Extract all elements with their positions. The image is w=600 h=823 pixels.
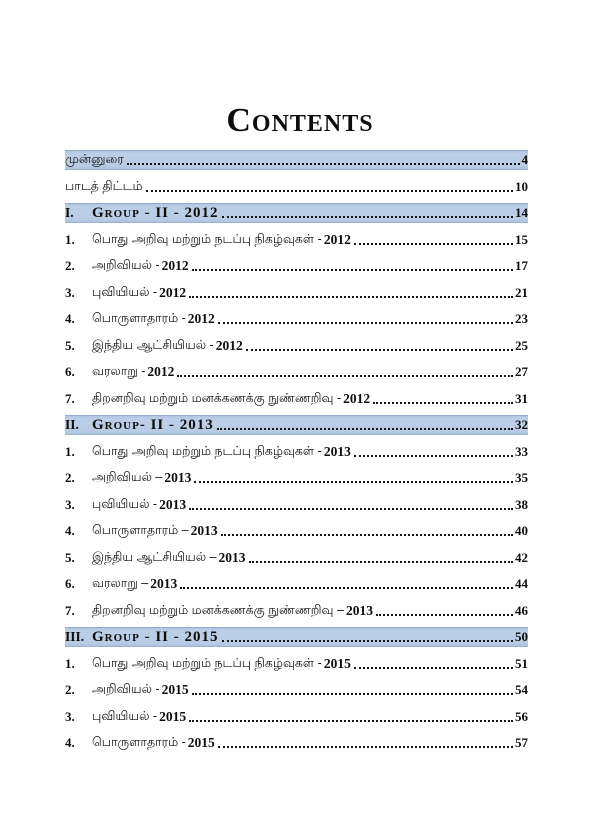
toc-row [65, 283, 528, 303]
item-year: 2015 [187, 735, 215, 750]
item-number: 3. [65, 496, 75, 512]
dot-leader [354, 667, 513, 669]
dot-leader [246, 349, 513, 351]
dot-leader [146, 190, 513, 192]
item-number: II. [65, 417, 79, 432]
dot-leader [249, 561, 513, 563]
page-number: 15 [515, 231, 528, 247]
item-year: 2015 [161, 682, 189, 697]
item-label: பொது அறிவு மற்றும் நடப்பு நிகழ்வுகள் - [92, 655, 322, 670]
page-number: 4 [521, 152, 528, 167]
toc-row [65, 309, 528, 329]
item-year: 2013 [323, 443, 351, 459]
dot-leader [354, 243, 513, 245]
page-number: 23 [515, 311, 528, 326]
item-number: 3. [65, 708, 75, 724]
toc-row [65, 680, 528, 700]
item-year: 2013 [150, 576, 178, 591]
toc-row [65, 362, 528, 382]
item-year: 2015 [323, 655, 351, 671]
item-number: 1. [65, 655, 75, 671]
item-number: 2. [65, 470, 75, 485]
toc-row [65, 336, 528, 356]
page-number: 35 [515, 470, 528, 485]
dot-leader [177, 375, 513, 377]
page-number: 14 [515, 205, 528, 220]
toc-list [65, 150, 528, 760]
page-number: 44 [515, 576, 528, 591]
page-number: 51 [515, 655, 528, 671]
dot-leader [222, 216, 514, 218]
item-number: 5. [65, 337, 75, 353]
item-label: பொருளாதாரம் - [92, 311, 186, 325]
item-label: அறிவியல் - [92, 682, 160, 696]
dot-leader [194, 481, 513, 483]
page-number: 50 [515, 629, 528, 644]
item-number: I. [65, 205, 74, 220]
page-number: 21 [515, 284, 528, 300]
page-number: 10 [515, 178, 528, 194]
item-year: 2012 [343, 390, 371, 406]
toc-row [65, 627, 528, 647]
item-number: 4. [65, 523, 75, 538]
item-number: 2. [65, 682, 75, 697]
item-number: 3. [65, 284, 75, 300]
item-label: வரலாறு – [92, 576, 149, 590]
toc-row [65, 707, 528, 727]
toc-row [65, 468, 528, 488]
item-label: திறனறிவு மற்றும் மனக்கணக்கு நுண்ணறிவு – [92, 602, 344, 617]
item-year: 2012 [161, 258, 189, 273]
item-label: இந்திய ஆட்சியியல் - [92, 337, 214, 352]
item-label: பொது அறிவு மற்றும் நடப்பு நிகழ்வுகள் - [92, 443, 322, 458]
item-number: 4. [65, 311, 75, 326]
item-year: 2012 [323, 231, 351, 247]
item-number: 7. [65, 390, 75, 406]
item-number: 7. [65, 602, 75, 618]
toc-row [65, 521, 528, 541]
dot-leader [376, 614, 513, 616]
item-year: 2012 [187, 311, 215, 326]
page-number: 33 [515, 443, 528, 459]
page-title: Contents [226, 102, 374, 139]
toc-row [65, 548, 528, 568]
dot-leader [189, 296, 513, 298]
dot-leader [218, 746, 513, 748]
dot-leader [373, 402, 513, 404]
dot-leader [127, 163, 520, 165]
dot-leader [192, 269, 513, 271]
item-number: 2. [65, 258, 75, 273]
item-label: புவியியல் - [92, 496, 158, 511]
item-label: அறிவியல் - [92, 258, 160, 272]
toc-row [65, 150, 528, 170]
page-number: 38 [515, 496, 528, 512]
dot-leader [222, 640, 514, 642]
dot-leader [218, 322, 513, 324]
page-number: 32 [515, 417, 528, 432]
item-number: 1. [65, 443, 75, 459]
item-year: 2012 [147, 364, 175, 379]
item-year: 2012 [215, 337, 243, 353]
toc-row [65, 256, 528, 276]
item-label: Group - II - 2012 [92, 204, 219, 221]
item-label: திறனறிவு மற்றும் மனக்கணக்கு நுண்ணறிவு - [92, 390, 342, 405]
item-label: இந்திய ஆட்சியியல் – [92, 549, 217, 564]
item-label: அறிவியல் – [92, 470, 163, 484]
item-year: 2013 [159, 496, 187, 512]
dot-leader [192, 693, 513, 695]
dot-leader [180, 587, 513, 589]
item-label: பொது அறிவு மற்றும் நடப்பு நிகழ்வுகள் - [92, 231, 322, 246]
item-label: Group- II - 2013 [92, 416, 214, 433]
item-label: புவியியல் - [92, 284, 158, 299]
page-number: 46 [515, 602, 528, 618]
item-label: பொருளாதாரம் – [92, 523, 189, 537]
item-year: 2013 [164, 470, 192, 485]
toc-row [65, 442, 528, 462]
item-number: III. [65, 629, 85, 644]
dot-leader [221, 534, 513, 536]
dot-leader [189, 720, 513, 722]
page-number: 54 [515, 682, 528, 697]
item-label: பொருளாதாரம் - [92, 735, 186, 749]
page-number: 25 [515, 337, 528, 353]
toc-row [65, 230, 528, 250]
item-label: புவியியல் - [92, 708, 158, 723]
toc-row [65, 203, 528, 223]
item-number: 6. [65, 364, 75, 379]
item-label: பாடத் திட்டம் [65, 178, 143, 193]
page-number: 27 [515, 364, 528, 379]
item-label: வரலாறு - [92, 364, 146, 378]
item-year: 2013 [218, 549, 246, 565]
page-number: 57 [515, 735, 528, 750]
item-year: 2013 [345, 602, 373, 618]
toc-row [65, 654, 528, 674]
item-year: 2013 [190, 523, 218, 538]
item-number: 5. [65, 549, 75, 565]
toc-row [65, 389, 528, 409]
dot-leader [217, 428, 513, 430]
item-year: 2015 [159, 708, 187, 724]
toc-row [65, 177, 528, 197]
toc-row [65, 733, 528, 753]
page-number: 40 [515, 523, 528, 538]
toc-row [65, 495, 528, 515]
toc-row [65, 415, 528, 435]
dot-leader [189, 508, 513, 510]
item-year: 2012 [159, 284, 187, 300]
toc-row [65, 601, 528, 621]
item-number: 1. [65, 231, 75, 247]
page-number: 17 [515, 258, 528, 273]
dot-leader [354, 455, 513, 457]
toc-row [65, 574, 528, 594]
page-number: 31 [515, 390, 528, 406]
item-number: 4. [65, 735, 75, 750]
page-number: 42 [515, 549, 528, 565]
item-number: 6. [65, 576, 75, 591]
item-label: Group - II - 2015 [92, 628, 219, 645]
page-number: 56 [515, 708, 528, 724]
item-label: முன்னுரை [65, 152, 124, 166]
